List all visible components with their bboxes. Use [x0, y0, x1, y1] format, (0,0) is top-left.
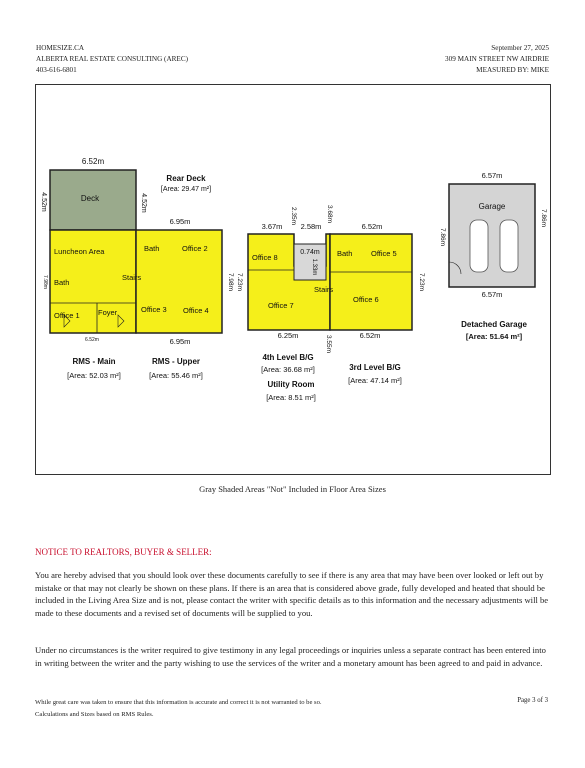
company-consulting: ALBERTA REAL ESTATE CONSULTING (AREC): [36, 55, 189, 63]
room-fourth-stairs: Stairs: [314, 285, 334, 294]
room-third-bath: Bath: [337, 249, 353, 258]
main-label: RMS - Main: [72, 357, 116, 366]
utility-label: Utility Room: [267, 380, 315, 389]
garage-area: [449, 184, 535, 287]
deck-dim-side-2: 4.52m: [140, 193, 147, 213]
report-date: September 27, 2025: [491, 44, 549, 52]
notice-paragraph-1: You are hereby advised that you should look over these documents carefully to see if there is any area that may have been over looked or left out by mistake or that may not clearly be shown on these plans. If there is an area that is considered above grade, fully developed and heated that should be included in the Living Area Size and is not, please contact the writer with specific details as to this information and the necessary adjustments will be made to these documents and a revised set of documents will be supplied to you.: [35, 570, 549, 618]
garage-dim-left: 7.86m: [439, 227, 446, 247]
garage-label: Detached Garage: [461, 320, 527, 329]
room-upper-stairs: Stairs: [122, 273, 142, 282]
room-upper-bath: Bath: [144, 244, 160, 253]
main-dim-left: 7.98m: [42, 275, 48, 289]
utility-dim-w: 0.74m: [300, 249, 320, 256]
upper-label: RMS - Upper: [152, 357, 200, 366]
main-dim-top: 6.95m: [169, 217, 191, 226]
deck-room-label: Deck: [80, 194, 100, 203]
notice-title: NOTICE TO REALTORS, BUYER & SELLER:: [35, 547, 212, 557]
fourth-area: [Area: 36.68 m²]: [261, 365, 315, 374]
fourth-dim-bottom: 6.25m: [277, 331, 299, 340]
fourth-dim-top-1: 3.67m: [261, 222, 283, 231]
room-office-3: Office 3: [141, 305, 167, 314]
upper-area: [Area: 55.46 m²]: [149, 371, 203, 380]
room-office-7: Office 7: [268, 301, 294, 310]
company-name: HOMESIZE.CA: [36, 44, 85, 52]
fourth-dim-top-2: 2.35m: [290, 206, 297, 226]
third-dim-bottom: 6.52m: [359, 331, 381, 340]
utility-dim-h: 1.33m: [311, 258, 317, 276]
deck-dim-side: 4.52m: [40, 192, 47, 212]
fourth-dim-top-3: 2.58m: [300, 222, 322, 231]
third-area: [Area: 47.14 m²]: [348, 376, 402, 385]
notice-paragraph-2: Under no circumstances is the writer required to give testimony in any legal proceedings or inquiries unless a separate contract has been entered into in writing between the writer and the party wishing to use the services of the writer and a monetary amount has been agreed to and paid in advance.: [35, 645, 546, 668]
measured-by: MEASURED BY: MIKE: [476, 66, 549, 74]
deck-title: Rear Deck: [166, 174, 206, 183]
upper-dim-right: 7.98m: [227, 272, 234, 292]
room-office-4: Office 4: [183, 306, 209, 315]
room-office-6: Office 6: [353, 295, 379, 304]
garage-area: [Area: 51.64 m²]: [465, 332, 523, 341]
garage-dim-bottom: 6.57m: [481, 290, 503, 299]
footer-line-2: Calculations and Sizes based on RMS Rules.: [35, 710, 154, 718]
utility-area: [Area: 8.51 m²]: [266, 393, 316, 402]
deck-area-label: [Area: 29.47 m²]: [160, 186, 212, 193]
room-office-8: Office 8: [252, 253, 278, 262]
company-phone: 403-616-6801: [36, 66, 77, 74]
fourth-dim-355: 3.55m: [325, 334, 332, 354]
room-office-5: Office 5: [371, 249, 397, 258]
deck-dim-top: 6.52m: [81, 157, 105, 166]
shading-caption: Gray Shaded Areas "Not" Included in Floor Area Sizes: [199, 484, 386, 494]
garage-room-label: Garage: [478, 202, 506, 211]
footer-disclaimer: [35, 697, 322, 720]
upper-dim-bottom: 6.95m: [169, 337, 191, 346]
fourth-dim-top-4: 3.68m: [326, 204, 333, 224]
car-icon: [470, 220, 488, 272]
property-address: 309 MAIN STREET NW AIRDRIE: [445, 55, 549, 63]
room-office-2: Office 2: [182, 244, 208, 253]
main-dim-bottom: 6.52m: [85, 337, 99, 343]
car-icon: [500, 220, 518, 272]
third-label: 3rd Level B/G: [349, 363, 401, 372]
room-main-bath: Bath: [54, 278, 70, 287]
fourth-label: 4th Level B/G: [262, 353, 314, 362]
footer-line-1: While great care was taken to ensure that this information is accurate and correct it is not warranted to be so.: [35, 699, 322, 706]
third-dim-right: 7.23m: [418, 272, 425, 292]
room-luncheon: Luncheon Area: [54, 247, 105, 256]
garage-dim-top: 6.57m: [481, 171, 503, 180]
garage-dim-right: 7.86m: [540, 208, 547, 228]
main-area: [Area: 52.03 m²]: [67, 371, 121, 380]
third-dim-top: 6.52m: [361, 222, 383, 231]
upper-dim-right-2: 7.23m: [236, 272, 243, 292]
room-office-1: Office 1: [54, 311, 80, 320]
page-number: Page 3 of 3: [517, 697, 548, 704]
room-foyer: Foyer: [98, 308, 118, 317]
